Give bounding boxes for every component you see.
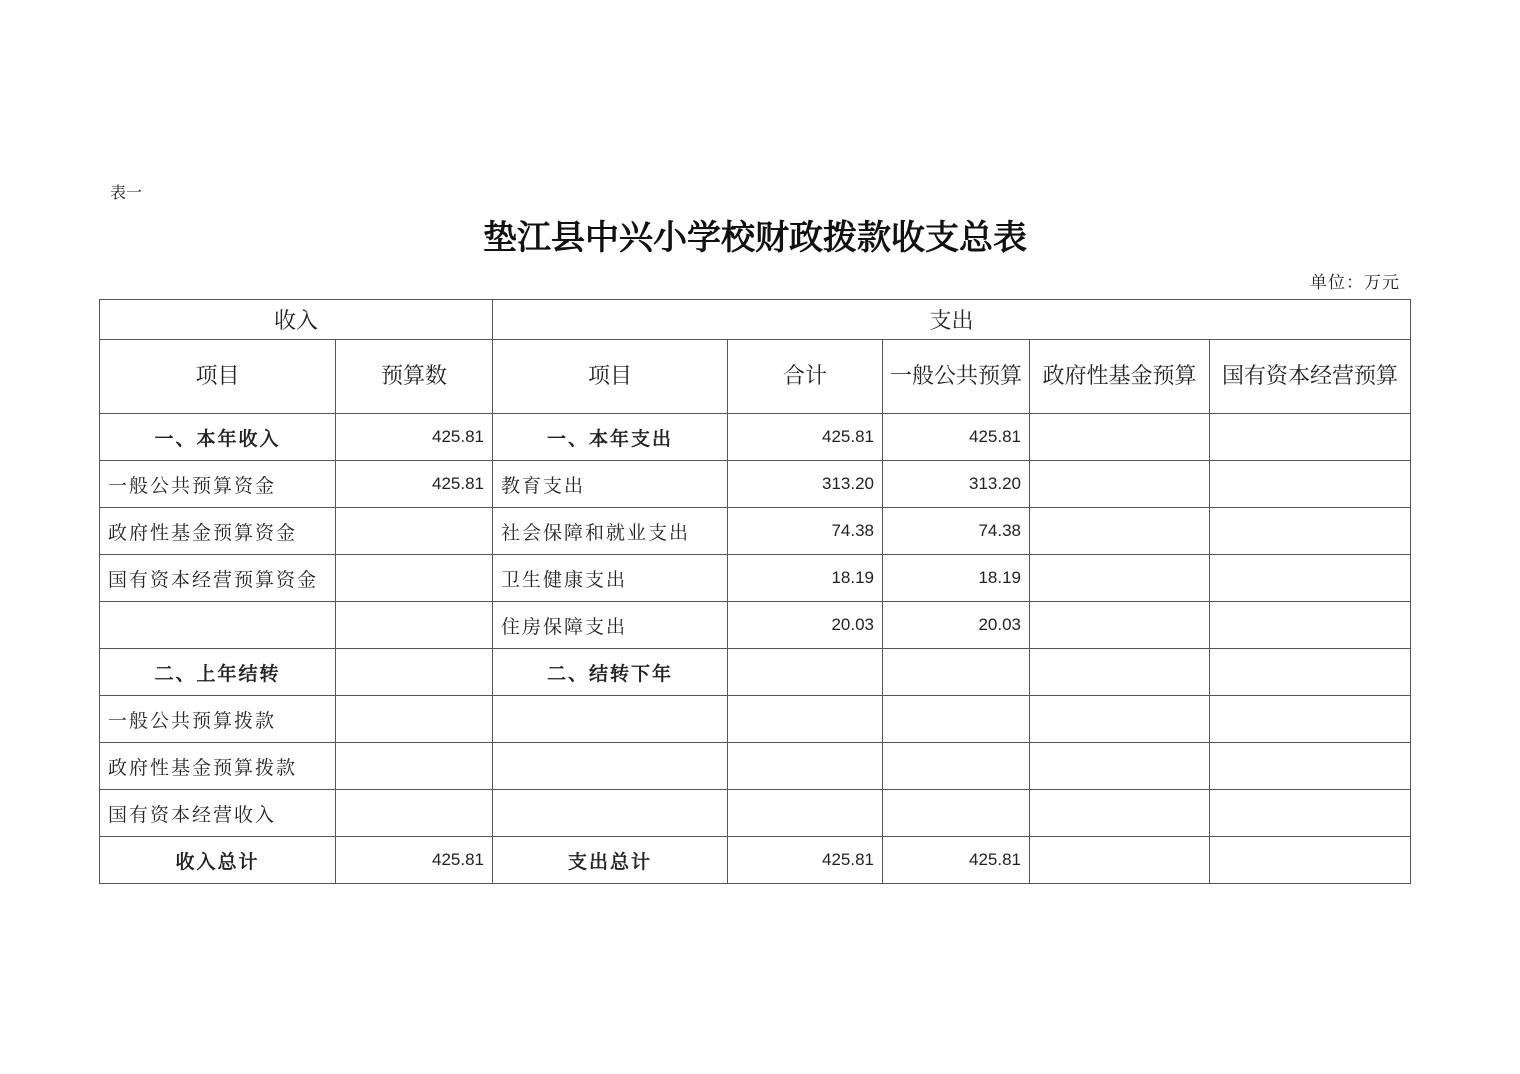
table-row <box>100 790 1411 837</box>
income-amount: 425.81 <box>336 461 493 508</box>
income-group-header: 收入 <box>100 300 493 340</box>
expense-total-amount: 425.81 <box>728 837 883 884</box>
capital-budget-value <box>1210 414 1411 461</box>
capital-budget-value <box>1210 508 1411 555</box>
general-budget-value: 313.20 <box>883 461 1030 508</box>
col-general-budget: 一般公共预算 <box>883 340 1030 414</box>
income-amount <box>336 696 493 743</box>
income-item: 政府性基金预算拨款 <box>100 743 336 790</box>
fund-budget-value <box>1030 790 1210 837</box>
fund-budget-value <box>1030 743 1210 790</box>
unit-label: 单位：万元 <box>1310 273 1400 293</box>
fund-budget-value <box>1030 414 1210 461</box>
expense-item: 卫生健康支出 <box>493 555 728 602</box>
col-expense-item: 项目 <box>493 340 728 414</box>
col-capital-budget: 国有资本经营预算 <box>1210 340 1411 414</box>
expense-item <box>493 790 728 837</box>
capital-budget-value <box>1210 602 1411 649</box>
budget-summary-table <box>99 299 1411 884</box>
general-budget-value <box>883 790 1030 837</box>
expense-item: 一、本年支出 <box>493 414 728 461</box>
table-row <box>100 602 1411 649</box>
income-item: 一般公共预算资金 <box>100 461 336 508</box>
general-budget-value <box>883 743 1030 790</box>
fund-budget-value <box>1030 508 1210 555</box>
income-amount <box>336 508 493 555</box>
general-budget-value: 18.19 <box>883 555 1030 602</box>
expense-group-header: 支出 <box>493 300 1411 340</box>
expense-total: 20.03 <box>728 602 883 649</box>
page-title: 垫江县中兴小学校财政拨款收支总表 <box>483 218 1027 258</box>
general-budget-total: 425.81 <box>883 837 1030 884</box>
table-row <box>100 696 1411 743</box>
income-item: 国有资本经营预算资金 <box>100 555 336 602</box>
income-total-amount: 425.81 <box>336 837 493 884</box>
expense-total: 425.81 <box>728 414 883 461</box>
expense-item: 社会保障和就业支出 <box>493 508 728 555</box>
expense-item <box>493 743 728 790</box>
expense-total: 74.38 <box>728 508 883 555</box>
table-row <box>100 743 1411 790</box>
expense-item <box>493 696 728 743</box>
expense-item: 二、结转下年 <box>493 649 728 696</box>
fund-budget-value <box>1030 555 1210 602</box>
fund-budget-value <box>1030 696 1210 743</box>
income-amount: 425.81 <box>336 414 493 461</box>
general-budget-value: 425.81 <box>883 414 1030 461</box>
income-item: 二、上年结转 <box>100 649 336 696</box>
income-item: 政府性基金预算资金 <box>100 508 336 555</box>
capital-budget-total <box>1210 837 1411 884</box>
fund-budget-total <box>1030 837 1210 884</box>
income-item: 一、本年收入 <box>100 414 336 461</box>
general-budget-value <box>883 696 1030 743</box>
expense-total: 313.20 <box>728 461 883 508</box>
expense-total-label: 支出总计 <box>493 837 728 884</box>
col-income-budget: 预算数 <box>336 340 493 414</box>
table-row <box>100 555 1411 602</box>
income-item <box>100 602 336 649</box>
income-amount <box>336 790 493 837</box>
header-row-columns <box>100 340 1411 414</box>
col-expense-total: 合计 <box>728 340 883 414</box>
capital-budget-value <box>1210 696 1411 743</box>
income-amount <box>336 649 493 696</box>
capital-budget-value <box>1210 461 1411 508</box>
fund-budget-value <box>1030 461 1210 508</box>
col-fund-budget: 政府性基金预算 <box>1030 340 1210 414</box>
fund-budget-value <box>1030 602 1210 649</box>
fund-budget-value <box>1030 649 1210 696</box>
capital-budget-value <box>1210 555 1411 602</box>
income-item: 国有资本经营收入 <box>100 790 336 837</box>
capital-budget-value <box>1210 790 1411 837</box>
capital-budget-value <box>1210 649 1411 696</box>
income-amount <box>336 743 493 790</box>
expense-total <box>728 696 883 743</box>
totals-row <box>100 837 1411 884</box>
col-income-item: 项目 <box>100 340 336 414</box>
expense-item: 住房保障支出 <box>493 602 728 649</box>
table-label: 表一 <box>110 183 143 202</box>
expense-total: 18.19 <box>728 555 883 602</box>
expense-total <box>728 743 883 790</box>
general-budget-value: 20.03 <box>883 602 1030 649</box>
income-total-label: 收入总计 <box>100 837 336 884</box>
header-row-groups <box>100 300 1411 340</box>
table-row <box>100 414 1411 461</box>
income-amount <box>336 602 493 649</box>
table-row <box>100 461 1411 508</box>
general-budget-value: 74.38 <box>883 508 1030 555</box>
capital-budget-value <box>1210 743 1411 790</box>
expense-total <box>728 649 883 696</box>
general-budget-value <box>883 649 1030 696</box>
income-amount <box>336 555 493 602</box>
expense-total <box>728 790 883 837</box>
table-row <box>100 508 1411 555</box>
income-item: 一般公共预算拨款 <box>100 696 336 743</box>
table-row <box>100 649 1411 696</box>
expense-item: 教育支出 <box>493 461 728 508</box>
